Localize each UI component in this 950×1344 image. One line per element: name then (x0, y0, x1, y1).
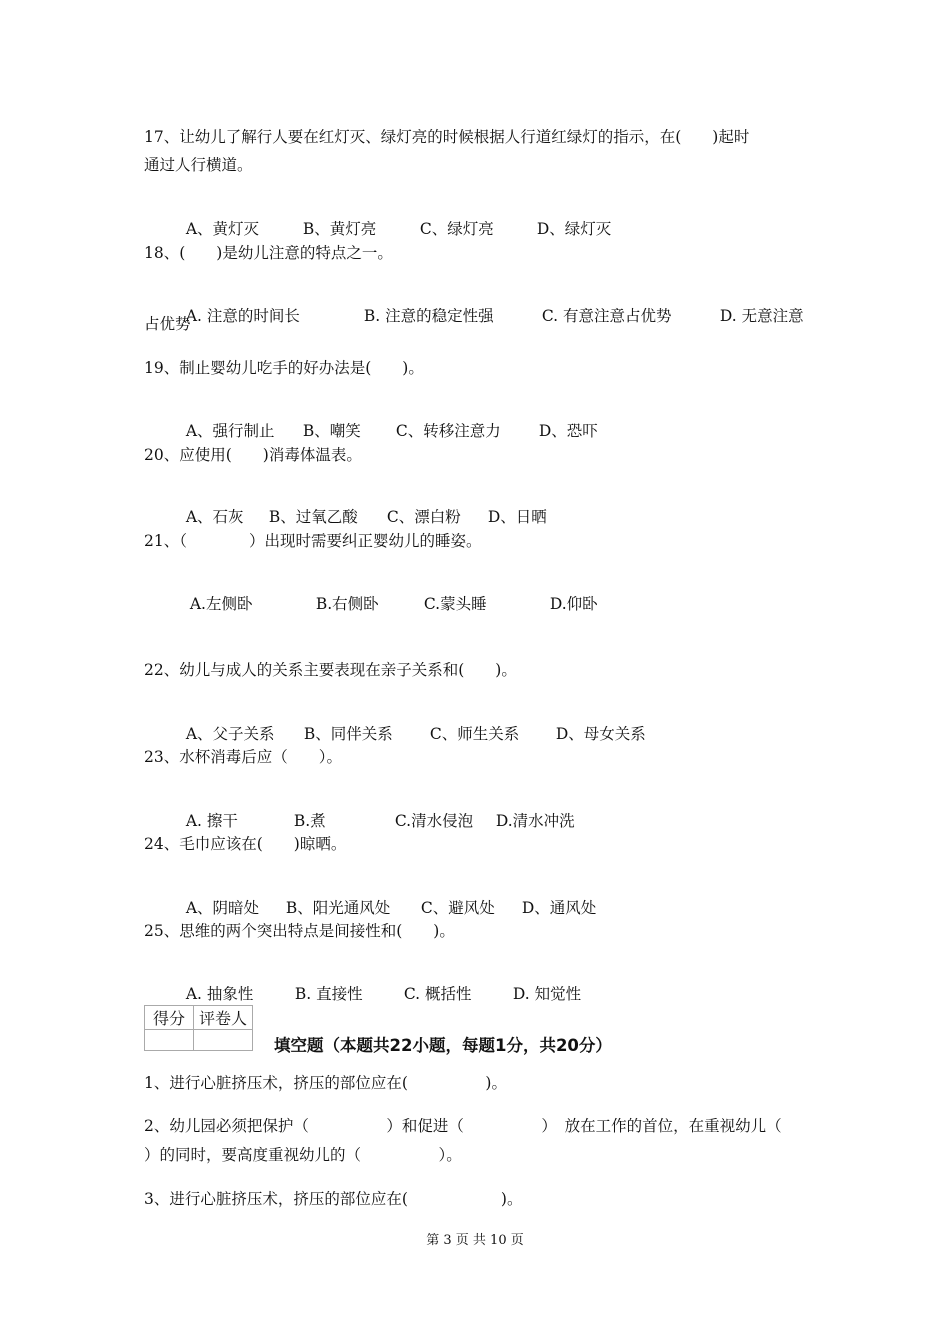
option-b: B、阳光通风处 (285, 899, 391, 917)
option-b: B、嘲笑 (302, 422, 361, 440)
option-b: B、过氧乙酸 (268, 508, 358, 526)
option-a: A. 抽象性 (185, 985, 254, 1003)
page-footer: 第 3 页 共 10 页 (426, 1233, 524, 1248)
question-17-options (176, 199, 611, 239)
fill-question-2-line-1: 2、幼儿园必须把保护（ ）和促进（ ） 放在工作的首位，在重视幼儿（ (144, 1117, 782, 1135)
option-c: C、绿灯亮 (419, 220, 494, 238)
question-17-line-1: 17、让幼儿了解行人要在红灯灭、绿灯亮的时候根据人行道红绿灯的指示，在( )起时 (144, 128, 750, 146)
fill-question-2-line-2: ）的同时，要高度重视幼儿的（ ）。 (144, 1146, 462, 1164)
question-24-options (176, 878, 596, 918)
option-c: C、避风处 (420, 899, 495, 917)
option-d: D.清水冲洗 (495, 812, 575, 830)
option-d: D、绿灯灭 (536, 220, 612, 238)
question-18-line-1: 18、( )是幼儿注意的特点之一。 (144, 244, 393, 262)
question-20-line-1: 20、应使用( )消毒体温表。 (144, 446, 362, 464)
question-25-line-1: 25、思维的两个突出特点是间接性和( )。 (144, 922, 455, 940)
option-b: B.右侧卧 (315, 595, 379, 613)
option-a: A.左侧卧 (189, 595, 253, 613)
score-label: 得分 (145, 1006, 194, 1030)
option-c: C、师生关系 (429, 725, 520, 743)
grader-label: 评卷人 (194, 1006, 253, 1030)
question-19-line-1: 19、制止婴幼儿吃手的好办法是( )。 (144, 359, 424, 377)
score-box (144, 1005, 253, 1051)
option-a: A. 擦干 (185, 812, 238, 830)
option-b: B. 注意的稳定性强 (363, 307, 494, 325)
option-d: D、恐吓 (538, 422, 598, 440)
score-cell[interactable] (145, 1030, 194, 1051)
option-b: B、同伴关系 (303, 725, 393, 743)
option-d: D. 知觉性 (512, 985, 582, 1003)
option-a: A、阴暗处 (185, 899, 260, 917)
option-a: A、强行制止 (185, 422, 275, 440)
option-a: A、父子关系 (185, 725, 275, 743)
question-19-options (176, 401, 598, 441)
question-21-options (180, 574, 598, 614)
question-23-line-1: 23、水杯消毒后应（ ）。 (144, 748, 342, 766)
fill-question-1-line-1: 1、进行心脏挤压术，挤压的部位应在( )。 (144, 1074, 507, 1092)
option-b: B.煮 (293, 812, 326, 830)
question-17-line-2: 通过人行横道。 (144, 156, 253, 174)
option-d: D、日晒 (487, 508, 547, 526)
question-25-options (176, 964, 581, 1004)
option-d: D、通风处 (521, 899, 597, 917)
option-b: B、黄灯亮 (302, 220, 377, 238)
question-22-options (176, 704, 646, 744)
option-c: C. 概括性 (403, 985, 472, 1003)
option-d: D. 无意注意 (719, 307, 804, 325)
question-24-line-1: 24、毛巾应该在( )晾晒。 (144, 835, 347, 853)
section-title: 填空题（本题共22小题，每题1分，共20分） (274, 1036, 612, 1055)
question-23-options (176, 791, 575, 831)
option-a: A、黄灯灭 (185, 220, 260, 238)
option-d: D、母女关系 (555, 725, 646, 743)
grader-cell[interactable] (194, 1030, 253, 1051)
question-20-options (176, 487, 547, 527)
question-22-line-1: 22、幼儿与成人的关系主要表现在亲子关系和( )。 (144, 661, 517, 679)
option-b: B. 直接性 (294, 985, 363, 1003)
option-d: D.仰卧 (549, 595, 598, 613)
option-c: C、转移注意力 (395, 422, 501, 440)
fill-question-3-line-1: 3、进行心脏挤压术，挤压的部位应在( )。 (144, 1190, 523, 1208)
option-a: A、石灰 (185, 508, 244, 526)
option-c: C、漂白粉 (386, 508, 461, 526)
question-18-options (176, 286, 804, 326)
question-21-line-1: 21、（ ）出现时需要纠正婴幼儿的睡姿。 (144, 532, 482, 550)
option-c: C. 有意注意占优势 (541, 307, 672, 325)
option-c: C.蒙头睡 (423, 595, 487, 613)
option-c: C.清水侵泡 (394, 812, 474, 830)
option-a: A. 注意的时间长 (185, 307, 300, 325)
question-18-continuation: 占优势 (144, 315, 191, 333)
